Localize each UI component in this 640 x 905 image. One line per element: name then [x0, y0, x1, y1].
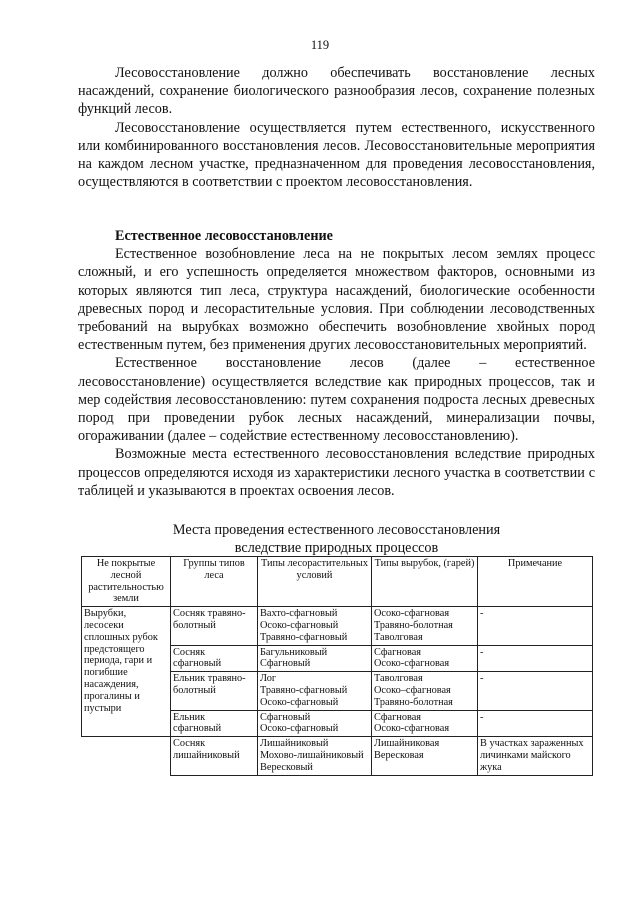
- table-title-line-2: вследствие природных процессов: [234, 540, 439, 556]
- cell-note: -: [478, 607, 593, 645]
- table-row: [82, 607, 593, 645]
- paragraph-5: Возможные места естественного лесовосстановления вследствие природных процессов определяются исходя из характеристики лесного участка в соответствии с таблицей и указываются в проектах освоения лесов.: [78, 446, 595, 499]
- cell-conditions: Сфагновый Осоко-сфагновый: [258, 710, 372, 737]
- cell-conditions: Багульниковый Сфагновый: [258, 645, 372, 672]
- cell-conditions: Вахто-сфагновый Осоко-сфагновый Травяно-сфагновый: [258, 607, 372, 645]
- cell-group: Сосняк сфагновый: [171, 645, 258, 672]
- cell-cuttings: Сфагновая Осоко-сфагновая: [372, 710, 478, 737]
- section-heading: Естественное лесовосстановление: [115, 228, 333, 244]
- header-forest-groups: Группы типов леса: [171, 557, 258, 607]
- cell-cuttings: Сфагновая Осоко-сфагновая: [372, 645, 478, 672]
- header-cutting-types: Типы вырубок, (гарей): [372, 557, 478, 607]
- paragraph-2: Лесовосстановление осуществляется путем естественного, искусственного или комбинированного восстановления лесов. Лесовосстановительные мероприятия на каждом лесном участке, предназначенном для проведения лесовосстановления, осуществляются в соответствии с проектом лесовосстановления.: [78, 119, 595, 191]
- table-title-line-1: Места проведения естественного лесовосстановления: [172, 522, 501, 538]
- cell-group: Ельник сфагновый: [171, 710, 258, 737]
- header-growing-conditions: Типы лесорастительных условий: [258, 557, 372, 607]
- table-title: [78, 521, 595, 557]
- forest-restoration-table: [81, 556, 593, 776]
- table-header-row: [82, 557, 593, 607]
- page-number: 119: [310, 38, 330, 52]
- paragraph-4: Естественное восстановление лесов (далее – естественное лесовосстановление) осуществляется вследствие как природных процессов, так и мер содействия лесовосстановлению: путем сохранения подроста лесных древесных пород при проведении рубок лесных насаждений, минерализации почвы, огораживании (далее – содействие естественному лесовосстановлению).: [78, 355, 595, 445]
- cell-note: -: [478, 645, 593, 672]
- cell-note: В участках зараженных личинками майского жука: [478, 737, 593, 775]
- paragraph-1: Лесовосстановление должно обеспечивать восстановление лесных насаждений, сохранение биологического разнообразия лесов, сохранение полезных функций лесов.: [78, 65, 595, 118]
- cell-cuttings: Лишайниковая Вересковая: [372, 737, 478, 775]
- cell-group: Сосняк травяно-болотный: [171, 607, 258, 645]
- cell-cuttings: Таволговая Осоко–сфагновая Травяно-болотная: [372, 672, 478, 710]
- cell-note: -: [478, 672, 593, 710]
- cell-cuttings: Осоко-сфагновая Травяно-болотная Таволговая: [372, 607, 478, 645]
- cell-empty: [82, 737, 171, 775]
- header-land-types: Не покрытые лесной растительностью земли: [82, 557, 171, 607]
- header-note: Примечание: [478, 557, 593, 607]
- table-row: [82, 737, 593, 775]
- cell-conditions: Лишайниковый Мохово-лишайниковый Вересковый: [258, 737, 372, 775]
- cell-conditions: Лог Травяно-сфагновый Осоко-сфагновый: [258, 672, 372, 710]
- cell-group: Ельник травяно-болотный: [171, 672, 258, 710]
- paragraph-3: Естественное возобновление леса на не покрытых лесом землях процесс сложный, и его успешность определяется множеством факторов, основными из которых являются тип леса, структура насаждений, биологические особенности древесных пород и лесорастительные условия. При соблюдении лесоводственных требований на вырубках возможно обеспечить возобновление хвойных пород естественным путем, без применения других лесовосстановительных мероприятий.: [78, 246, 595, 354]
- cell-note: -: [478, 710, 593, 737]
- cell-land-types: Вырубки, лесосеки сплошных рубок предстоящего периода, гари и погибшие насаждения, прогалины и пустыри: [82, 607, 171, 737]
- body-text-top: [78, 64, 595, 191]
- cell-group: Сосняк лишайниковый: [171, 737, 258, 775]
- body-text-section: [78, 227, 595, 500]
